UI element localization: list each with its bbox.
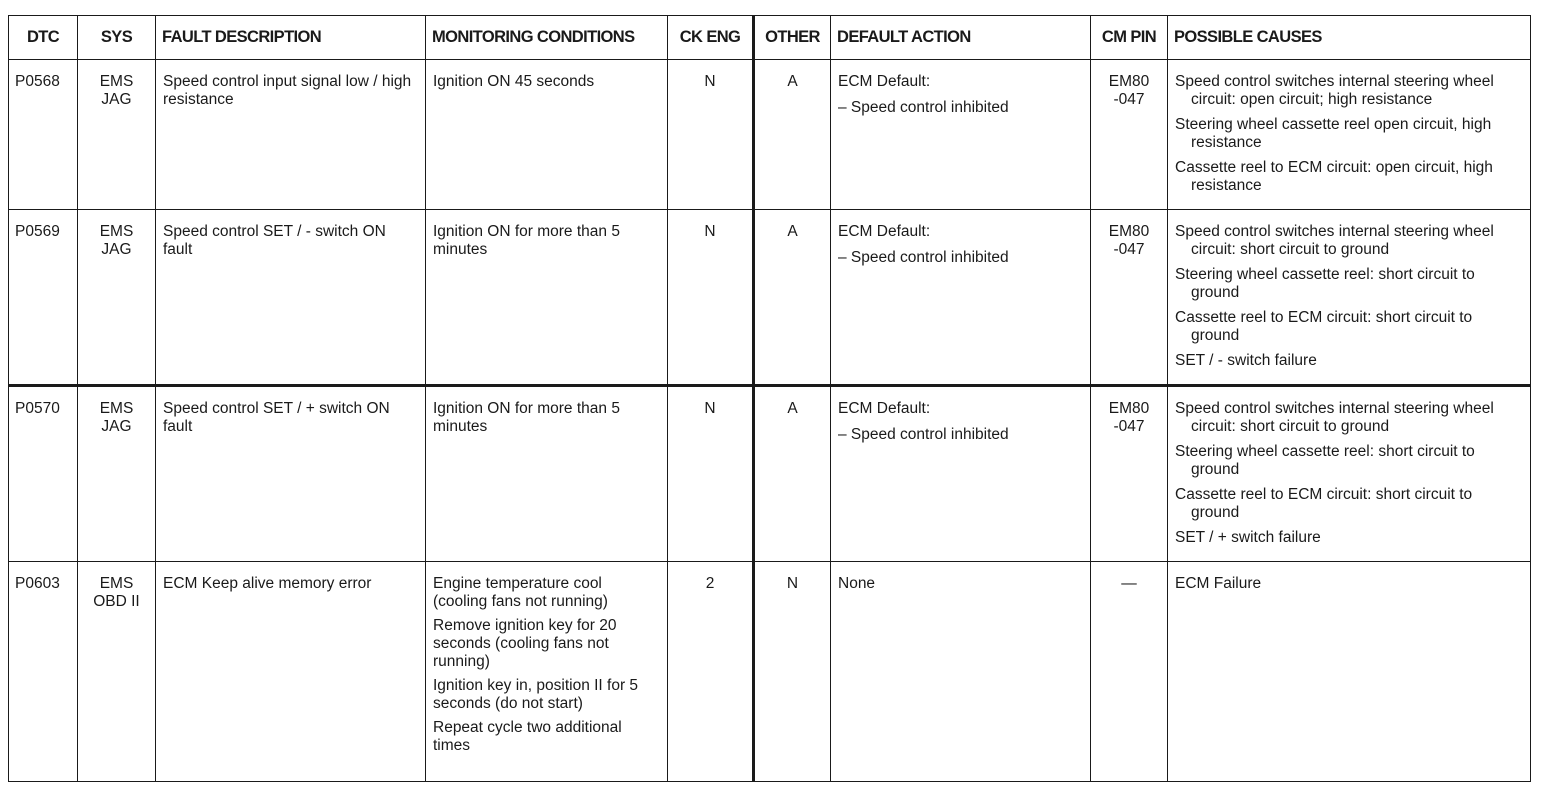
header-possible-causes: POSSIBLE CAUSES [1168,16,1531,60]
fault-description-cell: Speed control SET / + switch ON fault [156,386,426,562]
cm-pin-line: EM80 [1108,73,1150,90]
sys-line: OBD II [93,593,140,610]
sys-line: EMS [99,575,134,592]
sys-line: EMS [99,73,134,90]
header-other: OTHER [754,16,831,60]
default-action-line: ECM Default: [838,223,931,240]
ck-eng-cell: N [668,60,754,210]
ck-eng-cell: 2 [668,562,754,782]
possible-cause: Speed control switches internal steering wheel circuit: short circuit to ground [1175,223,1494,258]
possible-cause: SET / + switch failure [1175,529,1321,546]
possible-cause: Cassette reel to ECM circuit: short circuit to ground [1175,309,1473,344]
dtc-cell: P0603 [9,562,78,782]
header-default-action: DEFAULT ACTION [831,16,1091,60]
default-action-line: – Speed control inhibited [838,249,1009,266]
table-row [9,386,1531,562]
header-ck-eng: CK ENG [668,16,754,60]
header-sys: SYS [78,16,156,60]
possible-causes-cell [1168,562,1531,782]
possible-cause: Steering wheel cassette reel: short circuit to ground [1175,266,1475,301]
other-cell: A [754,60,831,210]
monitoring-condition: Remove ignition key for 20 seconds (cooling fans not running) [433,617,617,670]
possible-causes-cell [1168,60,1531,210]
cm-pin-line: EM80 [1108,223,1150,240]
monitoring-condition: Ignition ON for more than 5 minutes [433,223,620,258]
sys-cell [78,562,156,782]
sys-line: JAG [101,418,132,435]
cm-pin-line: — [1121,575,1137,592]
possible-cause: Cassette reel to ECM circuit: short circuit to ground [1175,486,1473,521]
default-action-line: None [838,575,876,592]
sys-cell [78,60,156,210]
default-action-cell [831,210,1091,386]
header-fault-description: FAULT DESCRIPTION [156,16,426,60]
monitoring-condition: Ignition ON for more than 5 minutes [433,400,620,435]
sys-line: EMS [99,400,134,417]
dtc-cell: P0568 [9,60,78,210]
table-row [9,210,1531,386]
cm-pin-cell [1091,562,1168,782]
other-cell: A [754,386,831,562]
monitoring-conditions-cell [426,562,668,782]
possible-cause: Speed control switches internal steering wheel circuit: short circuit to ground [1175,400,1494,435]
dtc-table [8,15,1531,782]
cm-pin-line: -047 [1113,241,1145,258]
dtc-cell: P0569 [9,210,78,386]
table-row [9,562,1531,782]
sys-cell [78,386,156,562]
cm-pin-line: EM80 [1108,400,1150,417]
possible-causes-cell [1168,386,1531,562]
other-cell: A [754,210,831,386]
cm-pin-cell [1091,210,1168,386]
header-monitoring-conditions: MONITORING CONDITIONS [426,16,668,60]
monitoring-conditions-cell [426,60,668,210]
default-action-line: ECM Default: [838,400,931,417]
ck-eng-cell: N [668,386,754,562]
monitoring-condition: Engine temperature cool (cooling fans not running) [433,575,608,610]
default-action-line: – Speed control inhibited [838,99,1009,116]
fault-description-cell: ECM Keep alive memory error [156,562,426,782]
other-cell: N [754,562,831,782]
dtc-cell: P0570 [9,386,78,562]
cm-pin-line: -047 [1113,91,1145,108]
sys-cell [78,210,156,386]
sys-line: JAG [101,241,132,258]
table-row [9,60,1531,210]
sys-line: EMS [99,223,134,240]
possible-cause: ECM Failure [1175,575,1262,592]
default-action-line: ECM Default: [838,73,931,90]
possible-causes-cell [1168,210,1531,386]
monitoring-conditions-cell [426,386,668,562]
possible-cause: Steering wheel cassette reel: short circuit to ground [1175,443,1475,478]
cm-pin-line: -047 [1113,418,1145,435]
cm-pin-cell [1091,386,1168,562]
possible-cause: SET / - switch failure [1175,352,1317,369]
default-action-line: – Speed control inhibited [838,426,1009,443]
monitoring-condition: Repeat cycle two additional times [433,719,622,754]
possible-cause: Cassette reel to ECM circuit: open circuit, high resistance [1175,159,1493,194]
header-dtc: DTC [9,16,78,60]
fault-description-cell: Speed control input signal low / high resistance [156,60,426,210]
sys-line: JAG [101,91,132,108]
monitoring-condition: Ignition ON 45 seconds [433,73,595,90]
default-action-cell [831,60,1091,210]
monitoring-conditions-cell [426,210,668,386]
cm-pin-cell [1091,60,1168,210]
possible-cause: Steering wheel cassette reel open circuit, high resistance [1175,116,1492,151]
default-action-cell [831,562,1091,782]
fault-description-cell: Speed control SET / - switch ON fault [156,210,426,386]
monitoring-condition: Ignition key in, position II for 5 seconds (do not start) [433,677,639,712]
default-action-cell [831,386,1091,562]
header-cm-pin: CM PIN [1091,16,1168,60]
header-row [9,16,1531,60]
ck-eng-cell: N [668,210,754,386]
possible-cause: Speed control switches internal steering wheel circuit: open circuit; high resistance [1175,73,1494,108]
